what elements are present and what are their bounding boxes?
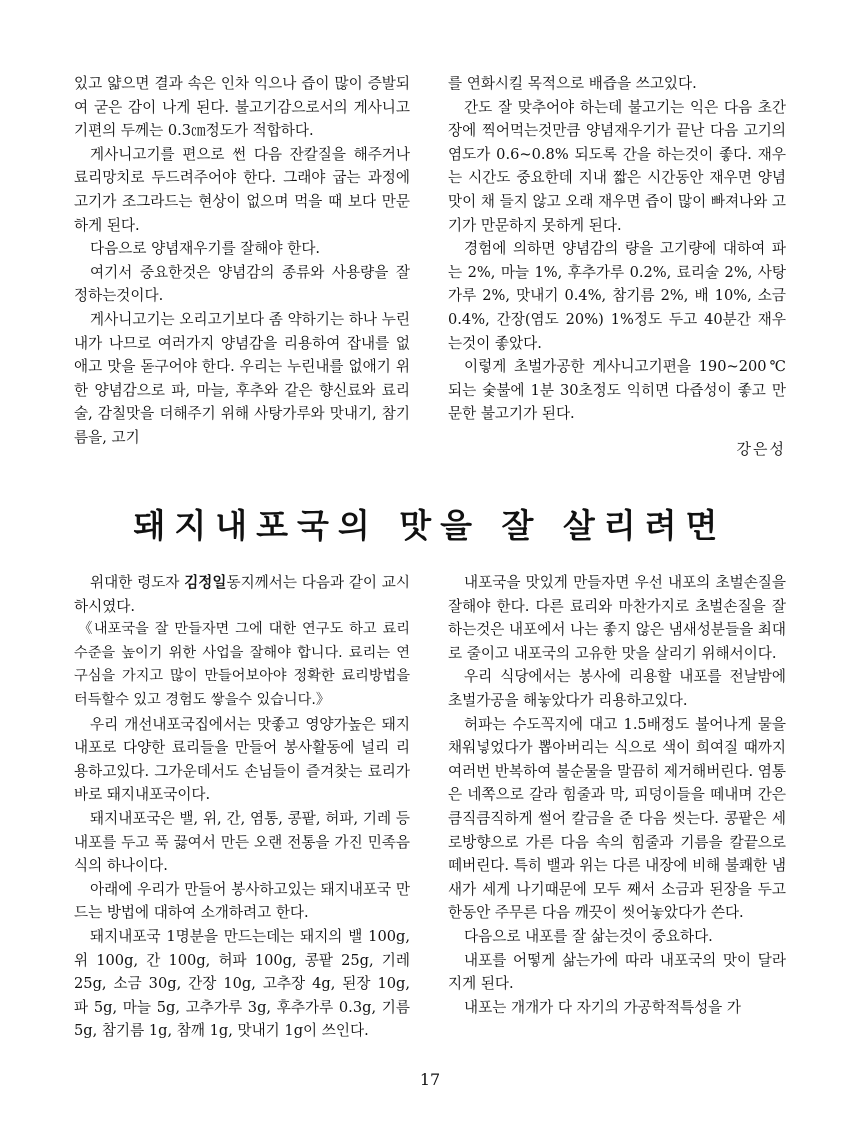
paragraph: 있고 얇으면 결과 속은 인차 익으나 즙이 많이 증발되여 굳은 감이 나게 된다. 불고기감으로서의 게사니고기편의 두께는 0.3㎝정도가 적합하다.: [74, 75, 410, 140]
paragraph: 이렇게 초벌가공한 게사니고기편을 190~200℃ 되는 숯불에 1분 30초정도 익히면 다즙성이 좋고 만문한 불고기가 된다.: [448, 358, 786, 423]
intro-paragraph: [74, 571, 410, 618]
paragraph: 를 연화시킬 목적으로 배즙을 쓰고있다.: [448, 75, 697, 92]
paragraph: 우리 식당에서는 봉사에 리용할 내포를 전날밤에 초벌가공을 해놓았다가 리용하고있다.: [448, 668, 786, 709]
paragraph: 우리 개선내포국집에서는 맛좋고 영양가높은 돼지내포로 다양한 료리들을 만들어 봉사활동에 널리 리용하고있다. 그가운데서도 손님들이 즐겨찾는 료리가 바로 돼지내포국이다.: [74, 715, 410, 804]
paragraph: 돼지내포국은 밸, 위, 간, 염통, 콩팥, 허파, 기레 등 내포를 두고 푹 끓여서 만든 오랜 전통을 가진 민족음식의 하나이다.: [74, 809, 410, 875]
paragraph: 경험에 의하면 양념감의 량을 고기량에 대하여 파는 2%, 마늘 1%, 후추가루 0.2%, 료리술 2%, 사탕가루 2%, 맛내기 0.4%, 참기름 2%, 배 10%, 소금 0.4%, 간장(염도 20%) 1%정도 두고 40분간 재우는것이 좋았다.: [448, 240, 786, 352]
intro-text: 위대한 령도자: [90, 574, 185, 591]
quote-paragraph: 《내포국을 잘 만들자면 그에 대한 연구도 하고 료리수준을 높이기 위한 사업을 잘해야 합니다. 료리는 연구심을 가지고 많이 만들어보아야 정확한 료리방법을 터득할수 있고 경험도 쌓을수 있습니다.》: [74, 621, 410, 708]
article1-column-left: [74, 72, 410, 450]
paragraph: 게사니고기는 오리고기보다 좀 약하기는 하나 누린내가 나므로 여러가지 양념감을 리용하여 잡내를 없애고 맛을 돋구어야 한다. 우리는 누린내를 없애기 위한 양념감으로 파, 마늘, 후추와 같은 향신료와 료리술, 감칠맛을 더해주기 위해 사탕가루와 맛내기, 참기름을, 고기: [74, 310, 410, 446]
paragraph: 내포를 어떻게 삶는가에 따라 내포국의 맛이 달라지게 된다.: [448, 951, 786, 993]
paragraph: 다음으로 양념재우기를 잘해야 한다.: [90, 240, 321, 258]
article2-column-left: [74, 571, 410, 1043]
paragraph: 다음으로 내포를 잘 삶는것이 중요하다.: [464, 927, 713, 945]
paragraph: 내포는 개개가 다 자기의 가공학적특성을 가: [464, 998, 741, 1016]
leader-name: 김정일: [184, 574, 227, 591]
paragraph: 게사니고기를 편으로 썬 다음 잔칼질을 해주거나 료리망치로 두드려주어야 한다. 그래야 굽는 과정에 고기가 조그라드는 현상이 없으며 먹을 때 보다 만문하게 된다.: [74, 145, 410, 234]
paragraph: 여기서 중요한것은 양념감의 종류와 사용량을 잘 정하는것이다.: [74, 263, 410, 305]
paragraph: 허파는 수도꼭지에 대고 1.5배정도 불어나게 물을 채워넣었다가 뽑아버리는 식으로 색이 희여질 때까지 여러번 반복하여 불순물을 말끔히 제거해버린다. 염통은 네쪽으로 갈라 힘줄과 막, 피덩이들을 떼내며 간은 큼직큼직하게 썰어 칼금을 준 다음 씻는다. 콩팥은 세로방향으로 가른 다음 속의 힘줄과 기름을 칼끝으로 떼버린다. 특히 밸과 위는 다른 내장에 비해 불쾌한 냄새가 세게 나기때문에 모두 째서 소금과 된장을 두고 한동안 주무른 다음 깨끗이 씻어놓았다가 쓴다.: [448, 715, 786, 922]
paragraph: 아래에 우리가 만들어 봉사하고있는 돼지내포국 만드는 방법에 대하여 소개하려고 한다.: [74, 880, 410, 922]
article-title: 돼지내포국의 맛을 잘 살리려면: [133, 506, 727, 545]
paragraph: 간도 잘 맞추어야 하는데 불고기는 익은 다음 초간장에 찍어먹는것만큼 양념재우기가 끝난 다음 고기의 염도가 0.6~0.8% 되도록 간을 하는것이 좋다. 재우는 시간도 중요한데 지내 짧은 시간동안 재우면 양념맛이 채 들지 않고 오래 재우면 즙이 많이 빠져나와 고기가 만문하지 못하게 된다.: [448, 98, 786, 234]
article1-column-right: [448, 72, 786, 426]
author-name: 강은성: [736, 440, 786, 458]
article2-column-right: [448, 571, 786, 1019]
paragraph: 내포국을 맛있게 만들자면 우선 내포의 초벌손질을 잘해야 한다. 다른 료리와 마찬가지로 초벌손질을 잘하는것은 내포에서 나는 좋지 않은 냄새성분들을 최대로 줄이고 내포국의 고유한 맛을 살리기 위해서이다.: [448, 574, 786, 662]
page-number: 17: [419, 1070, 441, 1089]
intro-text: 동지께서는 다음과 같이 교시하시였다.: [74, 574, 410, 615]
paragraph: 돼지내포국 1명분을 만드는데는 돼지의 밸 100g, 위 100g, 간 100g, 허파 100g, 콩팥 25g, 기레 25g, 소금 30g, 간장 10g, 고추장 4g, 된장 10g, 파 5g, 마늘 5g, 고추가루 3g, 후추가루 0.3g, 기름 5g, 참기름 1g, 참깨 1g, 맛내기 1g이 쓰인다.: [74, 927, 410, 1040]
